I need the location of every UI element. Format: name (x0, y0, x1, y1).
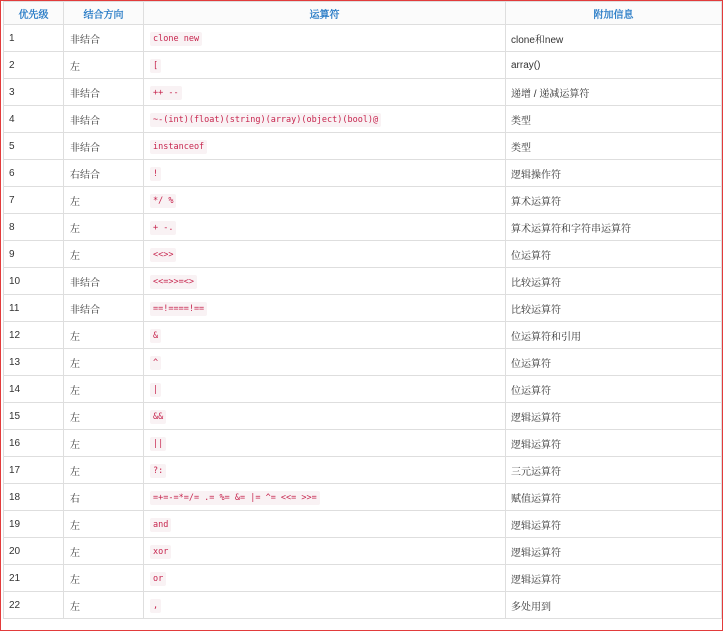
cell-operator (144, 349, 506, 376)
cell-level: 1 (4, 25, 64, 52)
table-header (4, 2, 722, 25)
table-row (4, 160, 722, 187)
cell-level: 5 (4, 133, 64, 160)
cell-operator (144, 79, 506, 106)
cell-info: clone和new (506, 25, 722, 52)
cell-operator (144, 214, 506, 241)
cell-operator (144, 484, 506, 511)
cell-info: 位运算符 (506, 349, 722, 376)
cell-level: 4 (4, 106, 64, 133)
cell-info: 逻辑运算符 (506, 403, 722, 430)
table-row (4, 457, 722, 484)
cell-operator (144, 592, 506, 619)
cell-info: 逻辑操作符 (506, 160, 722, 187)
operator-code: and (150, 518, 171, 532)
table-row (4, 322, 722, 349)
operator-code: || (150, 437, 166, 451)
cell-level: 2 (4, 52, 64, 79)
cell-info: 递增 / 递减运算符 (506, 79, 722, 106)
table-row (4, 214, 722, 241)
cell-operator (144, 565, 506, 592)
cell-associativity: 非结合 (64, 106, 144, 133)
table-row (4, 241, 722, 268)
table-row (4, 430, 722, 457)
cell-operator (144, 376, 506, 403)
cell-associativity: 非结合 (64, 268, 144, 295)
operator-code: , (150, 599, 161, 613)
cell-associativity: 左 (64, 511, 144, 538)
operator-code: ++ -- (150, 86, 182, 100)
cell-info: 逻辑运算符 (506, 565, 722, 592)
cell-level: 8 (4, 214, 64, 241)
cell-operator (144, 187, 506, 214)
cell-operator (144, 133, 506, 160)
cell-level: 10 (4, 268, 64, 295)
table-row (4, 538, 722, 565)
table-body (4, 25, 722, 619)
cell-operator (144, 106, 506, 133)
cell-associativity: 左 (64, 187, 144, 214)
header-operator: 运算符 (144, 2, 506, 25)
table-row (4, 106, 722, 133)
cell-info: 类型 (506, 133, 722, 160)
table-row (4, 187, 722, 214)
table-row (4, 79, 722, 106)
operator-code: | (150, 383, 161, 397)
cell-associativity: 左 (64, 241, 144, 268)
table-row (4, 133, 722, 160)
operator-code: =+=-=*=/= .= %= &= |= ^= <<= >>= (150, 491, 320, 505)
operator-code: ! (150, 167, 161, 181)
cell-operator (144, 538, 506, 565)
cell-level: 19 (4, 511, 64, 538)
cell-associativity: 非结合 (64, 133, 144, 160)
cell-info: 赋值运算符 (506, 484, 722, 511)
table-row (4, 565, 722, 592)
operator-code: ==!====!== (150, 302, 207, 316)
table-row (4, 592, 722, 619)
operator-code: ?: (150, 464, 166, 478)
operator-code: ~-(int)(float)(string)(array)(object)(bool)@ (150, 113, 381, 127)
header-associativity: 结合方向 (64, 2, 144, 25)
cell-level: 3 (4, 79, 64, 106)
cell-info: array() (506, 52, 722, 79)
operator-code: <<>> (150, 248, 176, 262)
cell-associativity: 左 (64, 322, 144, 349)
cell-operator (144, 511, 506, 538)
operator-code: + -. (150, 221, 176, 235)
cell-associativity: 非结合 (64, 25, 144, 52)
operator-code: instanceof (150, 140, 207, 154)
cell-level: 16 (4, 430, 64, 457)
cell-operator (144, 241, 506, 268)
cell-info: 位运算符和引用 (506, 322, 722, 349)
cell-info: 逻辑运算符 (506, 430, 722, 457)
cell-associativity: 左 (64, 52, 144, 79)
cell-level: 17 (4, 457, 64, 484)
operator-code: [ (150, 59, 161, 73)
cell-operator (144, 268, 506, 295)
cell-operator (144, 457, 506, 484)
cell-level: 11 (4, 295, 64, 322)
cell-operator (144, 322, 506, 349)
cell-associativity: 左 (64, 457, 144, 484)
cell-associativity: 左 (64, 376, 144, 403)
cell-operator (144, 403, 506, 430)
cell-info: 三元运算符 (506, 457, 722, 484)
cell-associativity: 左 (64, 403, 144, 430)
cell-associativity: 非结合 (64, 295, 144, 322)
cell-operator (144, 160, 506, 187)
operator-code: <<=>>=<> (150, 275, 197, 289)
operator-code: ^ (150, 356, 161, 370)
cell-level: 18 (4, 484, 64, 511)
table-row (4, 268, 722, 295)
cell-level: 21 (4, 565, 64, 592)
cell-associativity: 左 (64, 565, 144, 592)
cell-info: 位运算符 (506, 376, 722, 403)
header-level: 优先级 (4, 2, 64, 25)
cell-associativity: 非结合 (64, 79, 144, 106)
cell-level: 6 (4, 160, 64, 187)
operator-code: clone new (150, 32, 202, 46)
cell-operator (144, 25, 506, 52)
cell-associativity: 左 (64, 214, 144, 241)
cell-info: 比较运算符 (506, 295, 722, 322)
operator-code: && (150, 410, 166, 424)
cell-operator (144, 430, 506, 457)
operator-code: & (150, 329, 161, 343)
cell-info: 多处用到 (506, 592, 722, 619)
table-row (4, 403, 722, 430)
table-row (4, 52, 722, 79)
cell-info: 位运算符 (506, 241, 722, 268)
operator-code: or (150, 572, 166, 586)
cell-associativity: 左 (64, 592, 144, 619)
cell-associativity: 左 (64, 538, 144, 565)
table-row (4, 511, 722, 538)
operator-code: xor (150, 545, 171, 559)
operator-precedence-table (3, 1, 722, 619)
cell-associativity: 右 (64, 484, 144, 511)
table-row (4, 484, 722, 511)
cell-level: 12 (4, 322, 64, 349)
cell-info: 逻辑运算符 (506, 538, 722, 565)
cell-operator (144, 52, 506, 79)
operator-code: */ % (150, 194, 176, 208)
header-row (4, 2, 722, 25)
cell-info: 逻辑运算符 (506, 511, 722, 538)
table-row (4, 376, 722, 403)
header-info: 附加信息 (506, 2, 722, 25)
cell-level: 22 (4, 592, 64, 619)
cell-associativity: 左 (64, 349, 144, 376)
cell-associativity: 右结合 (64, 160, 144, 187)
cell-info: 算术运算符和字符串运算符 (506, 214, 722, 241)
table-row (4, 25, 722, 52)
cell-level: 7 (4, 187, 64, 214)
cell-level: 13 (4, 349, 64, 376)
table-row (4, 349, 722, 376)
cell-associativity: 左 (64, 430, 144, 457)
cell-level: 15 (4, 403, 64, 430)
cell-info: 类型 (506, 106, 722, 133)
table-row (4, 295, 722, 322)
cell-level: 20 (4, 538, 64, 565)
cell-level: 9 (4, 241, 64, 268)
cell-info: 算术运算符 (506, 187, 722, 214)
cell-level: 14 (4, 376, 64, 403)
cell-info: 比较运算符 (506, 268, 722, 295)
cell-operator (144, 295, 506, 322)
